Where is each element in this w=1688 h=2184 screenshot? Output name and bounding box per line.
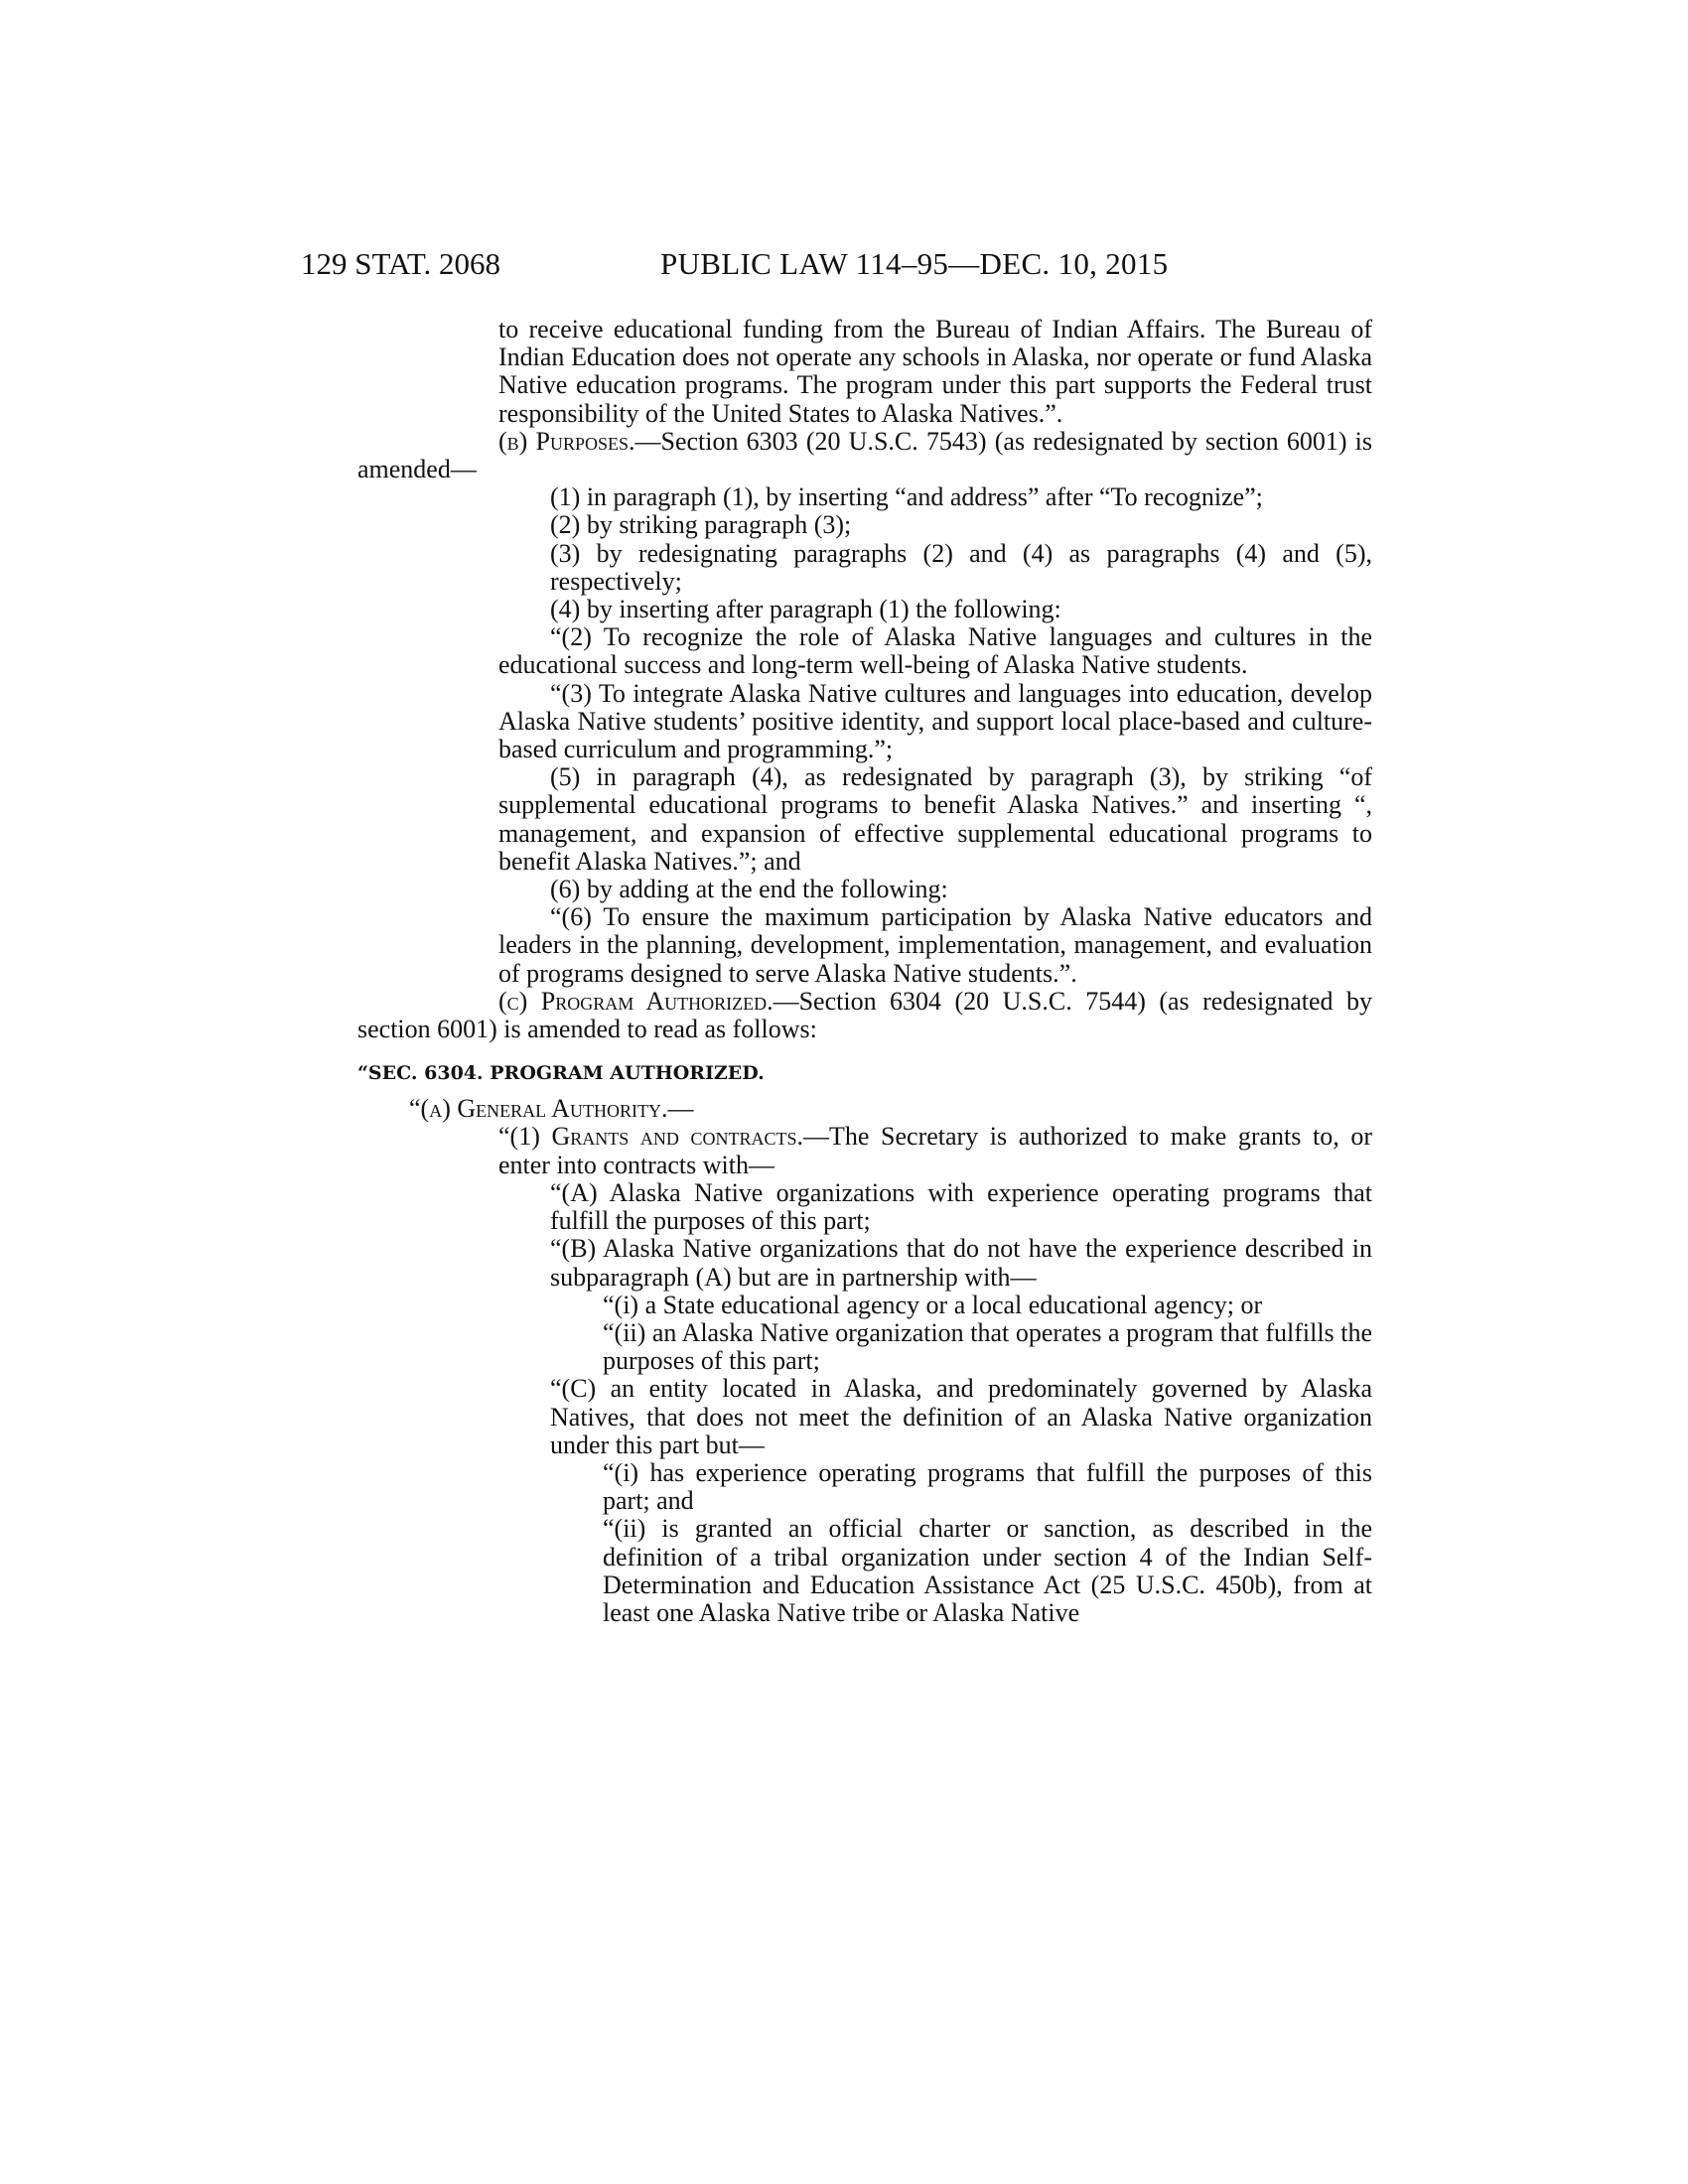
subsection-c-program-authorized [357, 988, 1372, 1043]
subparagraph-C: “(C) an entity located in Alaska, and predominately governed by Alaska Natives, that does not meet the definition of an Alaska Native organization under this part but— [550, 1374, 1372, 1459]
quoted-paragraph-6: “(6) To ensure the maximum participation by Alaska Native educators and leaders in the planning, development, implementation, management, and evaluation of programs designed to serve Alaska Native students.”. [498, 902, 1372, 988]
running-head-title: PUBLIC LAW 114–95—DEC. 10, 2015 [660, 246, 1169, 281]
subsection-a-heading-line [409, 1095, 1372, 1123]
paragraph-b4 [550, 596, 1372, 623]
document-body [357, 315, 1372, 1627]
paragraph-b5: (5) in paragraph (4), as redesignated by paragraph (3), by striking “of supplemental educational programs to benefit Alaska Natives.” and inserting “, management, and expansion of effective supplemental educational programs to benefit Alaska Natives.”; and [498, 762, 1372, 876]
paragraph-a1 [498, 1123, 1372, 1178]
clause-C-ii: “(ii) is granted an official charter or sanction, as described in the definition of a tribal organization under section 4 of the Indian Self-Determination and Education Assistance Act (25 U.S.C. 450b), from at least one Alaska Native tribe or Alaska Native [603, 1514, 1372, 1627]
subsection-a-dash: — [667, 1094, 694, 1124]
paragraph-b4-text: (4) by inserting after paragraph (1) the following: [550, 595, 1061, 624]
clause-B-ii: “(ii) an Alaska Native organization that operates a program that fulfills the purposes of this part; [603, 1317, 1372, 1376]
paragraph-b6 [550, 876, 1372, 903]
paragraph-b2-text: (2) by striking paragraph (3); [550, 510, 852, 540]
page-header [0, 244, 1688, 288]
clause-C-i: “(i) has experience operating programs that fulfill the purposes of this part; and [603, 1457, 1372, 1516]
subparagraph-A: “(A) Alaska Native organizations with experience operating programs that fulfill the purposes of this part; [550, 1177, 1372, 1236]
subsection-b-text: —Section 6303 (20 U.S.C. 7543) (as redesignated by section 6001) is amended— [357, 426, 1372, 484]
paragraph-b1-text: (1) in paragraph (1), by inserting “and address” after “To recognize”; [550, 482, 1263, 512]
paragraph-a1-text: —The Secretary is authorized to make grants to, or enter into contracts with— [498, 1122, 1372, 1179]
quoted-paragraph-3: “(3) To integrate Alaska Native cultures and languages into education, develop Alaska Native students’ positive identity, and support local place-based and culture-based curriculum and programming.”; [498, 678, 1372, 764]
subsection-b-heading: (b) Purposes. [498, 426, 635, 456]
subsection-b-purposes [357, 428, 1372, 483]
subparagraph-B: “(B) Alaska Native organizations that do not have the experience described in subparagraph (A) but are in partnership with— [550, 1234, 1372, 1292]
quoted-paragraph-2: “(2) To recognize the role of Alaska Native languages and cultures in the educational success and long-term well-being of Alaska Native students. [498, 622, 1372, 680]
paragraph-b6-text: (6) by adding at the end the following: [550, 875, 948, 904]
paragraph-continuation: to receive educational funding from the Bureau of Indian Affairs. The Bureau of Indian Education does not operate any schools in Alaska, nor operate or fund Alaska Native education programs. The program under this part supports the Federal trust responsibility of the United States to Alaska Natives.”. [498, 315, 1372, 428]
paragraph-b1 [550, 483, 1372, 511]
paragraph-b2 [550, 511, 1372, 539]
subsection-c-text: —Section 6304 (20 U.S.C. 7544) (as redesignated by section 6001) is amended to read as follows: [357, 986, 1372, 1044]
subsection-c-heading: (c) Program Authorized. [498, 986, 774, 1016]
paragraph-b3 [550, 540, 1372, 596]
clause-B-i: “(i) a State educational agency or a local educational agency; or [603, 1290, 1263, 1319]
paragraph-a1-heading: “(1) Grants and contracts. [498, 1122, 803, 1152]
section-heading: “SEC. 6304. PROGRAM AUTHORIZED. [357, 1062, 765, 1085]
paragraph-b3-text: (3) by redesignating paragraphs (2) and (4) as paragraphs (4) and (5), respectively; [550, 538, 1372, 596]
subsection-a-heading: “(a) General Authority. [409, 1094, 668, 1124]
statute-page-number: 129 STAT. 2068 [301, 246, 501, 281]
